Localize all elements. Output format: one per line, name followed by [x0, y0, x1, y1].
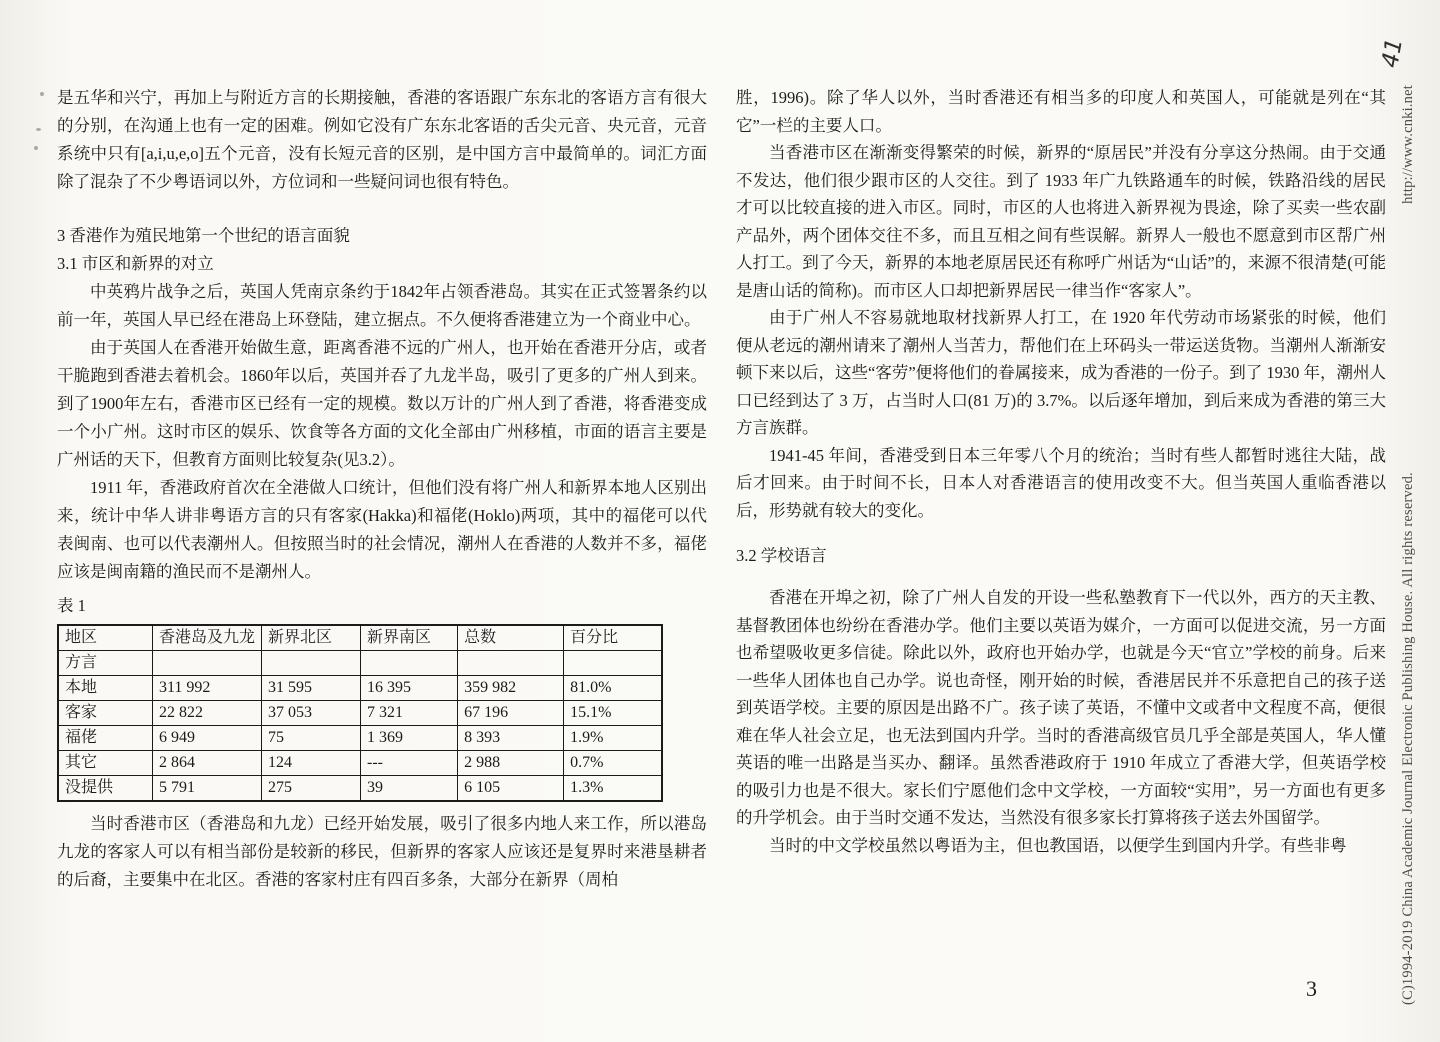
page-number: 3: [1306, 976, 1317, 1001]
table-cell-empty: [360, 651, 457, 676]
table-row-label: 本地: [58, 676, 152, 701]
scan-artifact: [36, 128, 41, 131]
table-row: [58, 726, 662, 751]
left-column: [57, 84, 707, 894]
paragraph-dialect-continuation: 是五华和兴宁，再加上与附近方言的长期接触，香港的客语跟广东东北的客语方言有很大的分别，在沟通上也有一定的困难。例如它没有广东东北客语的舌尖元音、央元音，元音系统中只有[a,i,u,e,o]五个元音，没有长短元音的区别，是中国方言中最简单的。词汇方面除了混杂了不少粤语词以外，方位词和一些疑问词也很有特色。: [57, 88, 707, 191]
table-column-header: 香港岛及九龙: [152, 625, 261, 651]
table-row-label: 没提供: [58, 776, 152, 802]
dialect-population-table: [57, 624, 663, 802]
paragraph-guangzhou-migration: 由于英国人在香港开始做生意，距离香港不远的广州人，也开始在香港开分店，或者干脆跑到香港去着机会。1860年以后，英国并吞了九龙半岛，吸引了更多的广州人到来。到了1900年左右，香港市区已经有一定的规模。数以万计的广州人到了香港，将香港变成一个小广州。这时市区的娱乐、饮食等各方面的文化全部由广州移植，市面的语言主要是广州话的天下，但教育方面则比较复杂(见3.2）。: [57, 338, 707, 469]
table-cell: 6 105: [458, 776, 564, 802]
dialect-table-body: [58, 625, 662, 801]
table-row-label: 客家: [58, 701, 152, 726]
table-header-row: [58, 625, 662, 651]
table-column-header: 新界北区: [262, 625, 361, 651]
section-3-heading: 3 香港作为殖民地第一个世纪的语言面貌: [57, 226, 350, 245]
table-cell: 2 988: [458, 751, 564, 776]
paragraph-1911-census: 1911 年，香港政府首次在全港做人口统计，但他们没有将广州人和新界本地人区别出来，统计中华人讲非粤语方言的只有客家(Hakka)和福佬(Hoklo)两项，其中的福佬可以代表闽南、也可以代表潮州人。但按照当时的社会情况，潮州人在香港的人数并不多，福佬应该是闽南籍的渔民而不是潮州人。: [57, 478, 707, 581]
table-row-label: 福佬: [58, 726, 152, 751]
table-cell: 15.1%: [564, 701, 662, 726]
table-column-header: 新界南区: [360, 625, 457, 651]
table-cell: 81.0%: [564, 676, 662, 701]
table-cell: 16 395: [360, 676, 457, 701]
paragraph-japanese-occupation: 1941-45 年间，香港受到日本三年零八个月的统治；当时有些人都暂时逃往大陆，战后才回来。由于时间不长，日本人对香港语言的使用改变不大。但当英国人重临香港以后，形势就有较大的变化。: [736, 445, 1386, 520]
table-cell-empty: [152, 651, 261, 676]
table-subheader-row: [58, 651, 662, 676]
table-cell: 75: [262, 726, 361, 751]
table-cell: 1.3%: [564, 776, 662, 802]
paragraph-chiuchow-laborers: 由于广州人不容易就地取材找新界人打工，在 1920 年代劳动市场紧张的时候，他们便从老远的潮州请来了潮州人当苦力，帮他们在上环码头一带运送货物。当潮州人渐渐安顿下来以后，这些“客劳”便将他们的眷属接来，成为香港的一份子。到了 1930 年，潮州人口已经到达了 3 万，占当时人口(81 万)的 3.7%。以后逐年增加，到后来成为香港的第三大方言族群。: [736, 308, 1386, 437]
cnki-url: http://www.cnki.net: [1399, 85, 1416, 204]
table-column-header: 百分比: [564, 625, 662, 651]
table-caption: 表 1: [57, 596, 86, 615]
table-cell-empty: [262, 651, 361, 676]
table-cell-empty: [458, 651, 564, 676]
table-cell: 275: [262, 776, 361, 802]
table-cell: 1 369: [360, 726, 457, 751]
table-cell: 124: [262, 751, 361, 776]
paragraph-hakka-villages: 当时香港市区（香港岛和九龙）已经开始发展，吸引了很多内地人来工作，所以港岛九龙的客家人可以有相当部份是较新的移民，但新界的客家人应该还是复界时来港垦耕者的后裔，主要集中在北区。香港的客家村庄有四百多条，大部分在新界（周柏: [57, 814, 707, 889]
paragraph-opium-war: 中英鸦片战争之后，英国人凭南京条约于1842年占领香港岛。其实在正式签署条约以前一年，英国人早已经在港岛上环登陆，建立据点。不久便将香港建立为一个商业中心。: [57, 282, 707, 329]
paragraph-sheng-1996: 胜，1996)。除了华人以外，当时香港还有相当多的印度人和英国人，可能就是列在“其它”一栏的主要人口。: [736, 88, 1386, 135]
copyright-sidebar: [1399, 85, 1417, 1005]
table-cell: 67 196: [458, 701, 564, 726]
table-column-header: 总数: [458, 625, 564, 651]
section-3-1-heading: 3.1 市区和新界的对立: [57, 254, 214, 273]
section-3-2-heading: 3.2 学校语言: [736, 546, 827, 565]
table-cell: 8 393: [458, 726, 564, 751]
paragraph-new-territories: 当香港市区在渐渐变得繁荣的时候，新界的“原居民”并没有分享这分热闹。由于交通不发达，他们很少跟市区的人交往。到了 1933 年广九铁路通车的时候，铁路沿线的居民才可以比较直接的进入市区。同时，市区的人也将进入新界视为畏途，除了买卖一些农副产品外，两个团体交往不多，而且互相之间有些误解。新界人一般也不愿意到市区帮广州人打工。到了今天，新界的本地老原居民还有称呼广州话为“山话”的，来源不很清楚(可能是唐山话的简称)。而市区人口却把新界居民一律当作“客家人”。: [736, 143, 1386, 300]
copyright-text: (C)1994-2019 China Academic Journal Electronic Publishing House. All rights reserved.: [1399, 472, 1416, 1005]
table-cell: 22 822: [152, 701, 261, 726]
handwritten-page-number: 41: [1377, 36, 1408, 70]
table-corner-dialect: 方言: [58, 651, 152, 676]
table-row-label: 其它: [58, 751, 152, 776]
paragraph-chinese-schools: 当时的中文学校虽然以粤语为主，但也教国语，以便学生到国内升学。有些非粤: [769, 835, 1347, 855]
table-cell: ---: [360, 751, 457, 776]
scan-artifact: [34, 146, 38, 150]
table-corner-region: 地区: [58, 625, 152, 651]
table-cell: 31 595: [262, 676, 361, 701]
table-cell: 1.9%: [564, 726, 662, 751]
paragraph-school-language: 香港在开埠之初，除了广州人自发的开设一些私塾教育下一代以外，西方的天主教、基督教团体也纷纷在香港办学。他们主要以英语为媒介，一方面可以促进交流，另一方面也希望吸收更多信徒。除此以外，政府也开始办学，也就是今天“官立”学校的前身。后来一些华人团体也自己办学。说也奇怪，刚开始的时候，香港居民并不乐意把自己的孩子送到英语学校。主要的原因是出路不广。孩子读了英语，不懂中文或者中文程度不高，便很难在华人社会立足，也无法到国内升学。当时的香港高级官员几乎全部是英国人，华人懂英语的唯一出路是当买办、翻译。虽然香港政府于 1910 年成立了香港大学，但英语学校的吸引力也是不很大。家长们宁愿他们念中文学校，一方面较“实用”，另一方面也有更多的升学机会。由于当时交通不发达，当然没有很多家长打算将孩子送去外国留学。: [736, 588, 1386, 827]
table-cell: 39: [360, 776, 457, 802]
table-cell: 2 864: [152, 751, 261, 776]
table-cell: 37 053: [262, 701, 361, 726]
table-cell: 7 321: [360, 701, 457, 726]
table-cell: 6 949: [152, 726, 261, 751]
table-cell: 359 982: [458, 676, 564, 701]
table-cell: 311 992: [152, 676, 261, 701]
scan-artifact: [40, 92, 44, 96]
table-row: [58, 751, 662, 776]
table-row: [58, 676, 662, 701]
table-cell: 5 791: [152, 776, 261, 802]
table-row: [58, 701, 662, 726]
table-row: [58, 776, 662, 802]
right-column: [736, 84, 1386, 859]
table-cell: 0.7%: [564, 751, 662, 776]
table-cell-empty: [564, 651, 662, 676]
